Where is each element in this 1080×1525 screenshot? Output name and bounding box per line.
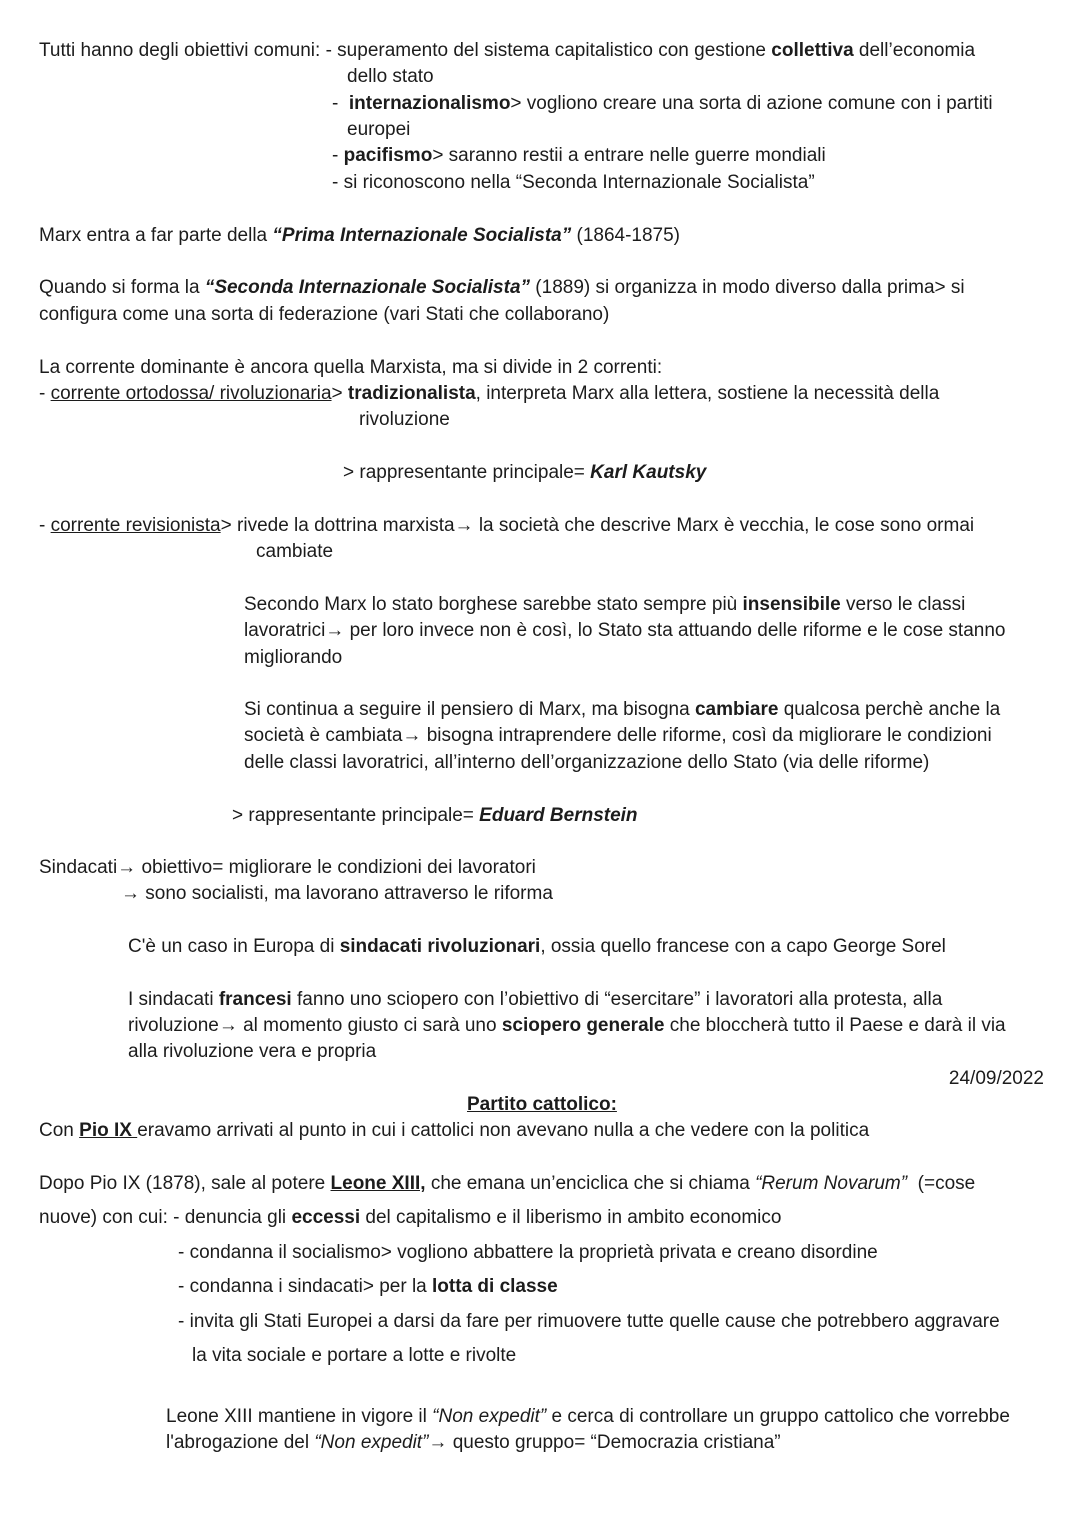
non-expedit-line-2: l'abrogazione del “Non expedit”→ questo gruppo= “Democrazia cristiana” — [166, 1432, 781, 1453]
prima-line: Marx entra a far parte della “Prima Internazionale Socialista” (1864-1875) — [39, 225, 681, 246]
kautsky-line: > rappresentante principale= Karl Kautsky — [343, 462, 707, 483]
rev-p2-line-3: delle classi lavoratrici, all’interno dell’organizzazione dello Stato (via delle riforme) — [244, 752, 930, 773]
seconda-line-2: configura come una sorta di federazione (vari Stati che collaborano) — [39, 304, 610, 325]
goals-line-6: - si riconoscono nella “Seconda Internazionale Socialista” — [332, 172, 815, 193]
cattolico-heading: Partito cattolico: — [467, 1094, 617, 1115]
rev-p2-line-1: Si continua a seguire il pensiero di Marx, ma bisogna cambiare qualcosa perchè anche la — [244, 699, 1001, 720]
bernstein-line: > rappresentante principale= Eduard Bernstein — [232, 805, 638, 826]
rev-p1-line-2: lavoratrici→ per loro invece non è così, lo Stato sta attuando delle riforme e le cose stanno — [244, 620, 1006, 641]
sindacati-p1: C'è un caso in Europa di sindacati rivoluzionari, ossia quello francese con a capo George Sorel — [128, 936, 946, 957]
ortodossa-line-1: - corrente ortodossa/ rivoluzionaria> tradizionalista, interpreta Marx alla lettera, sostiene la necessità della — [39, 383, 940, 404]
cattolico-line-3: nuove) con cui: - denuncia gli eccessi del capitalismo e il liberismo in ambito economico — [39, 1207, 782, 1228]
seconda-line-1: Quando si forma la “Seconda Internazionale Socialista” (1889) si organizza in modo diverso dalla prima> si — [39, 277, 965, 298]
marxista-intro: La corrente dominante è ancora quella Marxista, ma si divide in 2 correnti: — [39, 357, 663, 378]
rev-p2-line-2: società è cambiata→ bisogna intraprendere delle riforme, così da migliorare le condizioni — [244, 725, 992, 746]
rev-p1-line-3: migliorando — [244, 647, 343, 668]
cattolico-line-5: - condanna i sindacati> per la lotta di classe — [178, 1276, 558, 1297]
cattolico-line-7: la vita sociale e portare a lotte e rivolte — [192, 1345, 517, 1366]
goals-line-1: Tutti hanno degli obiettivi comuni: - superamento del sistema capitalistico con gestione collettiva dell’economia — [39, 40, 976, 61]
revisionista-line-2: cambiate — [256, 541, 334, 562]
cattolico-line-2: Dopo Pio IX (1878), sale al potere Leone XIII, che emana un’enciclica che si chiama “Rerum Novarum” (=cose — [39, 1173, 976, 1194]
goals-intro: Tutti hanno degli obiettivi comuni: — [39, 40, 321, 61]
sindacati-p2-line-1: I sindacati francesi fanno uno sciopero con l’obiettivo di “esercitare” i lavoratori alla protesta, alla — [128, 989, 943, 1010]
rev-p1-line-1: Secondo Marx lo stato borghese sarebbe stato sempre più insensibile verso le classi — [244, 594, 966, 615]
goals-line-3: - internazionalismo> vogliono creare una sorta di azione comune con i partiti — [332, 93, 993, 114]
date: 24/09/2022 — [948, 1068, 1044, 1089]
non-expedit-line-1: Leone XIII mantiene in vigore il “Non expedit” e cerca di controllare un gruppo cattolico che vorrebbe — [166, 1406, 1010, 1427]
goals-line-5: - pacifismo> saranno restii a entrare nelle guerre mondiali — [332, 145, 826, 166]
goals-line-2: dello stato — [347, 66, 434, 87]
cattolico-line-6: - invita gli Stati Europei a darsi da fare per rimuovere tutte quelle cause che potrebbero aggravare — [178, 1311, 1000, 1332]
revisionista-line-1: - corrente revisionista> rivede la dottrina marxista→ la società che descrive Marx è vecchia, le cose sono ormai — [39, 515, 975, 536]
sindacati-p2-line-3: alla rivoluzione vera e propria — [128, 1041, 377, 1062]
sindacati-p2-line-2: rivoluzione→ al momento giusto ci sarà uno sciopero generale che bloccherà tutto il Paese e darà il via — [128, 1015, 1006, 1036]
sindacati-line-2: → sono socialisti, ma lavorano attraverso le riforma — [121, 883, 553, 904]
goals-line-4: europei — [347, 119, 411, 140]
cattolico-line-1: Con Pio IX eravamo arrivati al punto in cui i cattolici non avevano nulla a che vedere con la politica — [39, 1120, 870, 1141]
sindacati-line-1: Sindacati→ obiettivo= migliorare le condizioni dei lavoratori — [39, 857, 536, 878]
cattolico-line-4: - condanna il socialismo> vogliono abbattere la proprietà privata e creano disordine — [178, 1242, 878, 1263]
ortodossa-line-2: rivoluzione — [359, 409, 450, 430]
